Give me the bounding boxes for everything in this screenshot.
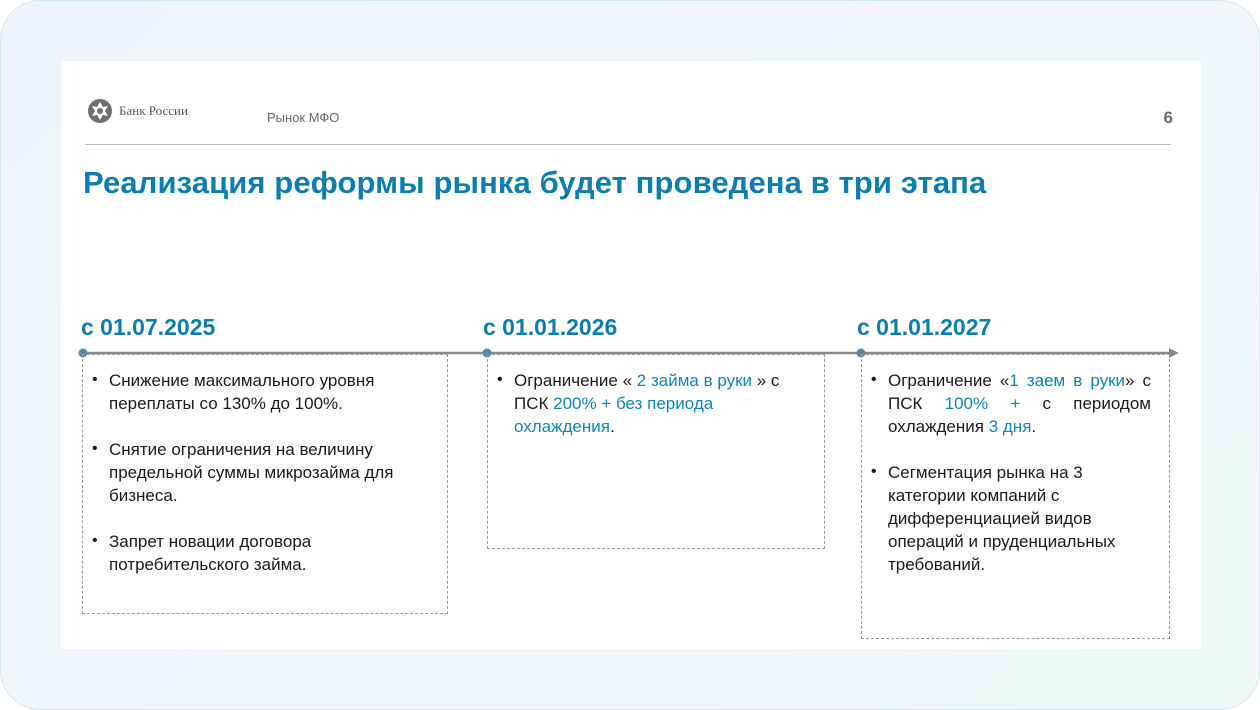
- stage-2-date: с 01.01.2026: [483, 314, 618, 340]
- highlight-text: 100% +: [944, 394, 1021, 413]
- highlight-text: 2 займа в руки: [636, 371, 753, 390]
- item-text: с периодом охлаждения: [888, 394, 1151, 436]
- list-item: [488, 369, 814, 438]
- item-text: Ограничение «: [888, 371, 1010, 390]
- item-text: Ограничение «: [514, 371, 637, 390]
- stage-3-list: [862, 369, 1151, 576]
- highlight-text: 3 дня: [988, 417, 1032, 436]
- item-text: .: [1031, 417, 1037, 436]
- stage-3-box: [861, 354, 1170, 639]
- list-item: • Снятие ограничения на величину предельной суммы микрозайма для бизнеса.: [83, 438, 437, 507]
- list-item: • Снижение максимального уровня переплаты со 130% до 100%.: [83, 369, 437, 415]
- stage-2-list: [488, 369, 814, 438]
- section-label: Рынок МФО: [267, 110, 340, 125]
- highlight-text: 200% + без периода охлаждения: [514, 394, 714, 436]
- page-number: 6: [1163, 108, 1173, 127]
- bank-of-russia-emblem-icon: [87, 98, 113, 124]
- item-text: .: [609, 417, 615, 436]
- stage-2-box: [487, 354, 825, 549]
- list-item: • Запрет новации договора потребительского займа.: [83, 530, 437, 576]
- slide: [61, 61, 1201, 649]
- header-divider: [85, 144, 1171, 145]
- logo: [87, 98, 188, 124]
- list-item: • Сегментация рынка на 3 категории компаний с дифференциацией видов операций и пруденциальных требований.: [862, 461, 1151, 576]
- timeline-arrow-icon: [1169, 348, 1179, 358]
- stage-1-date: с 01.07.2025: [81, 314, 216, 340]
- list-item: [862, 369, 1151, 438]
- logo-text: Банк России: [119, 103, 188, 118]
- item-text: » с ПСК: [888, 371, 1151, 413]
- stage-1-list: [83, 369, 437, 576]
- item-text: » с ПСК: [514, 371, 780, 413]
- stage-3-date: с 01.01.2027: [857, 314, 992, 340]
- highlight-text: 1 заем в руки: [1009, 371, 1126, 390]
- slide-title: Реализация реформы рынка будет проведена в три этапа: [83, 165, 987, 200]
- stage-1-box: [82, 354, 448, 614]
